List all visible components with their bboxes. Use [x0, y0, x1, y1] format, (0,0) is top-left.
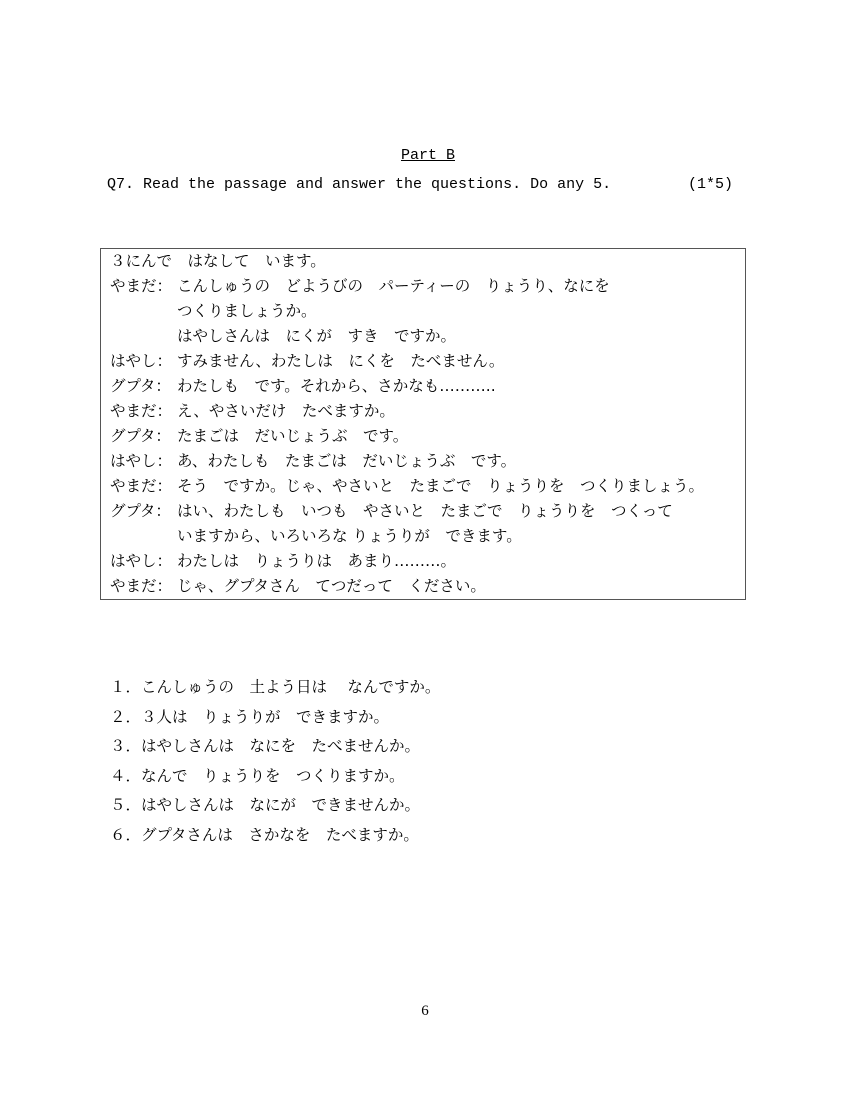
- dialogue-text: すみません、わたしは にくを たべません。: [177, 352, 505, 370]
- speaker-label: はやし：: [110, 552, 173, 570]
- speaker-label: やまだ：: [110, 577, 173, 595]
- speaker-label: グプタ：: [110, 502, 171, 520]
- speaker-label: やまだ：: [110, 402, 173, 420]
- dialogue-text: え、やさいだけ たべますか。: [177, 402, 395, 420]
- question-item: ５．はやしさんは なにが できませんか。: [110, 796, 421, 814]
- question-item: １．こんしゅうの 土よう日は なんですか。: [110, 678, 441, 696]
- dialogue-text: はやしさんは にくが すき ですか。: [177, 327, 457, 345]
- dialogue-text: あ、わたしも たまごは だいじょうぶ です。: [177, 452, 517, 470]
- passage-intro: ３にんで はなして います。: [110, 252, 326, 270]
- speaker-label: はやし：: [110, 352, 173, 370]
- dialogue-text: じゃ、グプタさん てつだって ください。: [177, 577, 486, 595]
- question-item: ３．はやしさんは なにを たべませんか。: [110, 737, 421, 755]
- dialogue-text: つくりましょうか。: [177, 302, 317, 320]
- speaker-label: グプタ：: [110, 427, 171, 445]
- speaker-label: やまだ：: [110, 477, 173, 495]
- dialogue-text: いますから、いろいろな りょうりが できます。: [177, 527, 522, 545]
- speaker-label: はやし：: [110, 452, 173, 470]
- passage-box: [100, 248, 746, 600]
- dialogue-text: たまごは だいじょうぶ です。: [177, 427, 409, 445]
- dialogue-text: こんしゅうの どようびの パーティーの りょうり、なにを: [177, 277, 610, 295]
- speaker-label: グプタ：: [110, 377, 171, 395]
- page-number: 6: [421, 1003, 429, 1019]
- question-list: [110, 677, 440, 854]
- question-marks: (1*5): [688, 176, 734, 193]
- question-item: ４．なんで りょうりを つくりますか。: [110, 766, 405, 785]
- dialogue-text: わたしも です。それから、さかなも………..: [177, 377, 496, 395]
- dialogue-text: はい、わたしも いつも やさいと たまごで りょうりを つくって: [177, 502, 673, 520]
- question-item: ６．グプタさんは さかなを たべますか。: [110, 825, 419, 844]
- part-title: Part B: [400, 147, 455, 164]
- speaker-label: やまだ：: [110, 277, 173, 295]
- dialogue-text: そう ですか。じゃ、やさいと たまごで りょうりを つくりましょう。: [177, 477, 705, 495]
- question-item: ２．３人は りょうりが できますか。: [110, 707, 390, 726]
- question-instruction: Q7. Read the passage and answer the questions. Do any 5.: [107, 176, 612, 193]
- dialogue-text: わたしは りょうりは あまり………。: [177, 552, 457, 570]
